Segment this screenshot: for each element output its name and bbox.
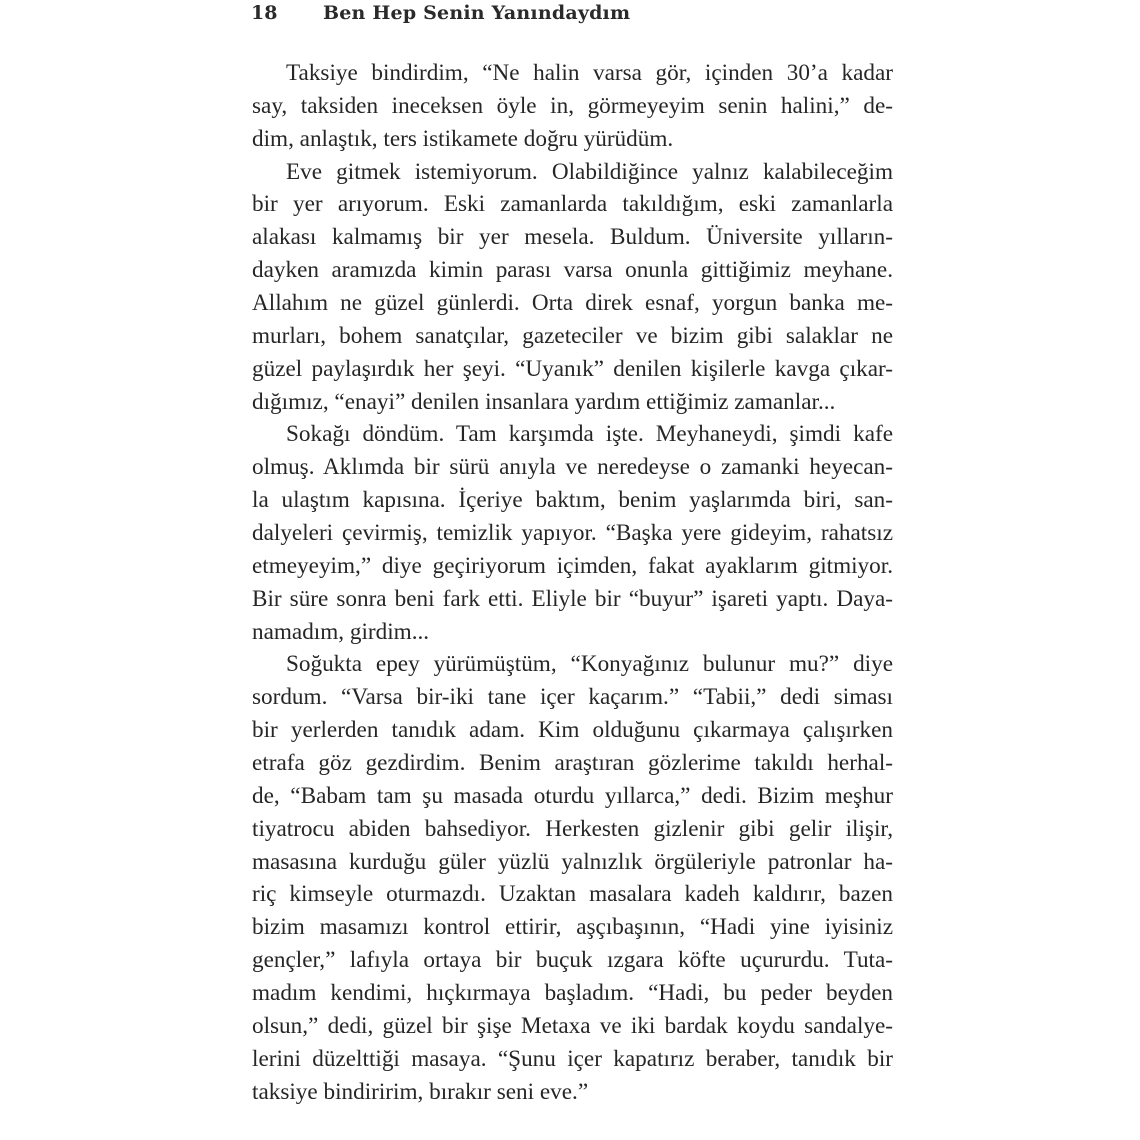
text-line: tiyatrocu abiden bahsediyor. Herkesten gizlenir gibi gelir ilişir, — [252, 815, 893, 842]
text-line: bir yerlerden tanıdık adam. Kim olduğunu çıkarmaya çalışırken — [252, 717, 893, 744]
text-line: bizim masamızı kontrol ettirir, aşçıbaşının, “Hadi yine iyisiniz — [252, 914, 893, 941]
text-line: dalyeleri çevirmiş, temizlik yapıyor. “Başka yere gideyim, rahatsız — [252, 520, 893, 547]
text-line: Eve gitmek istemiyorum. Olabildiğince yalnız kalabileceğim — [286, 158, 893, 185]
text-line: olsun,” dedi, güzel bir şişe Metaxa ve iki bardak koydu sandalye- — [252, 1012, 893, 1039]
paragraph — [252, 156, 893, 419]
book-title: Ben Hep Senin Yanındaydım — [323, 2, 631, 24]
text-line: olmuş. Aklımda bir sürü anıyla ve neredeyse o zamanki heyecan- — [252, 454, 893, 481]
text-line: alakası kalmamış bir yer mesela. Buldum. Üniversite yılların- — [252, 224, 893, 251]
body-text — [252, 57, 893, 1109]
text-line: murları, bohem sanatçılar, gazeteciler ve bizim gibi salaklar ne — [252, 322, 893, 349]
text-line: riç kimseyle oturmazdı. Uzaktan masalara kadeh kaldırır, bazen — [252, 881, 893, 908]
paragraph — [252, 57, 893, 156]
text-line: bir yer arıyorum. Eski zamanlarda takıldığım, eski zamanlarla — [252, 191, 893, 218]
text-line: Sokağı döndüm. Tam karşımda işte. Meyhaneydi, şimdi kafe — [286, 421, 893, 448]
text-line: güzel paylaşırdık her şeyi. “Uyanık” denilen kişilerle kavga çıkar- — [252, 355, 893, 382]
text-line: dayken aramızda kimin parası varsa onunla gittiğimiz meyhane. — [252, 257, 893, 284]
text-line: etrafa göz gezdirdim. Benim araştıran gözlerime takıldı herhal- — [252, 750, 893, 777]
text-line: gençler,” lafıyla ortaya bir buçuk ızgara köfte uçururdu. Tuta- — [252, 947, 893, 974]
text-line: etmeyeyim,” diye geçiriyorum içimden, fakat ayaklarım gitmiyor. — [252, 552, 893, 579]
text-line: Soğukta epey yürümüştüm, “Konyağınız bulunur mu?” diye — [286, 651, 893, 678]
page-number: 18 — [251, 2, 278, 24]
text-line: namadım, girdim... — [252, 618, 430, 645]
text-line: sordum. “Varsa bir-iki tane içer kaçarım.” “Tabii,” dedi siması — [252, 684, 893, 711]
text-line: dığımız, “enayi” denilen insanlara yardım ettiğimiz zamanlar... — [252, 388, 836, 415]
paragraph — [252, 648, 893, 1108]
text-line: Bir süre sonra beni fark etti. Eliyle bir “buyur” işareti yaptı. Daya- — [252, 585, 893, 612]
text-line: la ulaştım kapısına. İçeriye baktım, benim yaşlarımda biri, san- — [252, 487, 893, 514]
paragraph — [252, 418, 893, 648]
text-line: taksiye bindiririm, bırakır seni eve.” — [252, 1078, 589, 1105]
text-line: Taksiye bindirdim, “Ne halin varsa gör, içinden 30’a kadar — [286, 60, 893, 86]
text-line: lerini düzelttiği masaya. “Şunu içer kapatırız beraber, tanıdık bir — [252, 1045, 893, 1072]
text-line: masasına kurduğu güler yüzlü yalnızlık örgüleriyle patronlar ha- — [252, 848, 893, 875]
running-head — [251, 0, 630, 26]
text-line: de, “Babam tam şu masada oturdu yıllarca,” dedi. Bizim meşhur — [252, 782, 893, 809]
text-line: dim, anlaştık, ters istikamete doğru yürüdüm. — [252, 125, 674, 152]
text-line: say, taksiden ineceksen öyle in, görmeyeyim senin halini,” de- — [252, 92, 893, 119]
text-line: madım kendimi, hıçkırmaya başladım. “Hadi, bu peder beyden — [252, 980, 893, 1007]
text-line: Allahım ne güzel günlerdi. Orta direk esnaf, yorgun banka me- — [252, 290, 893, 317]
